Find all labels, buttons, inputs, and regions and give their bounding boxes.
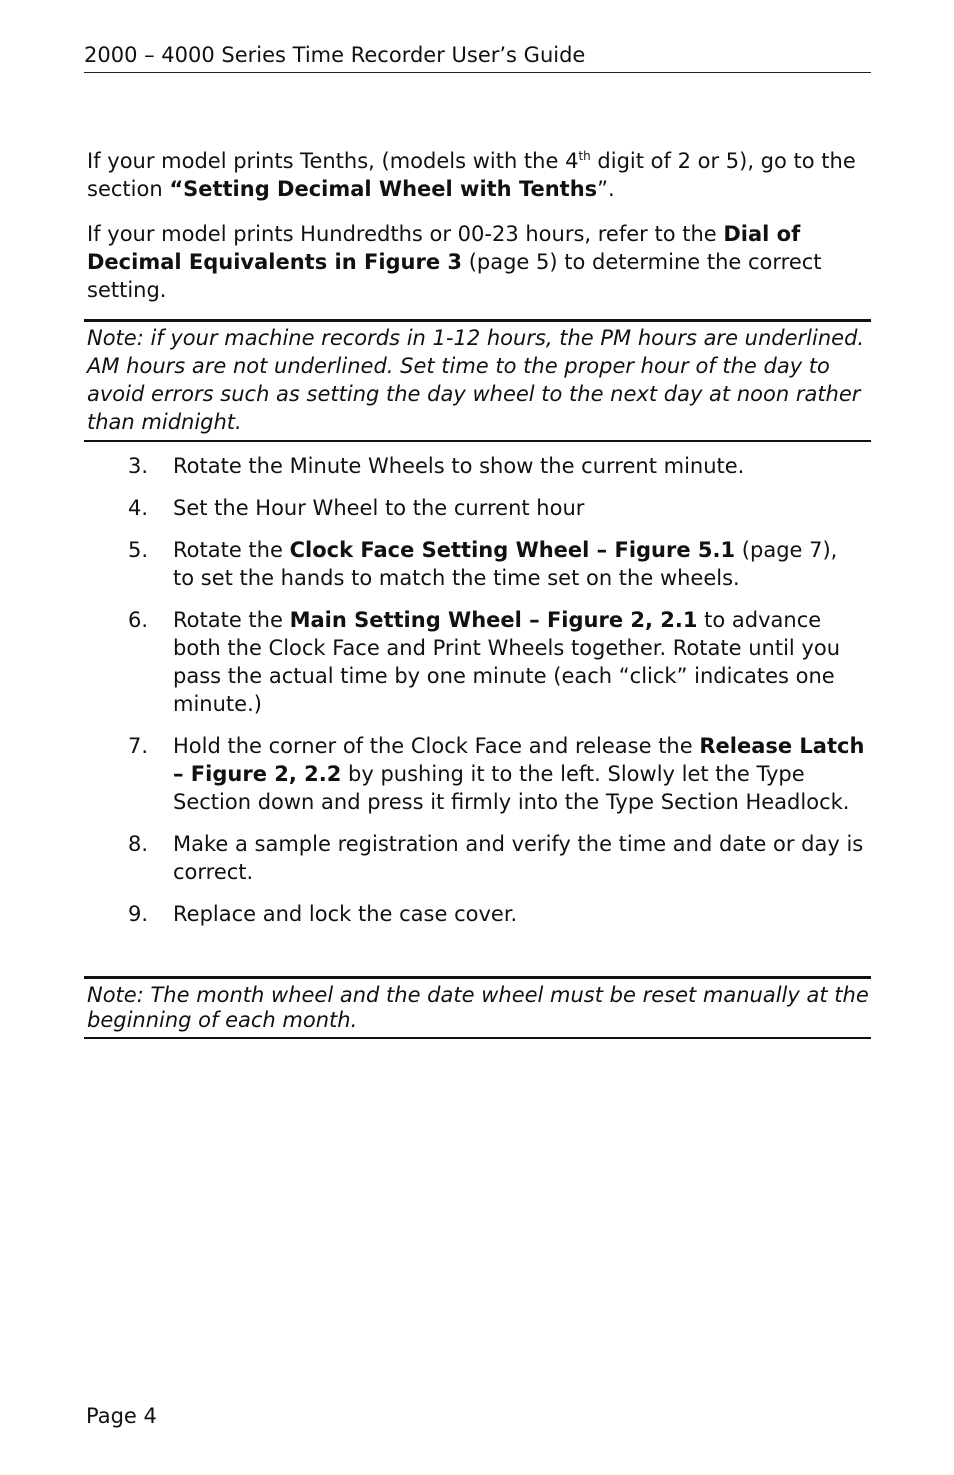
text-run: Rotate the — [173, 538, 290, 562]
step-number: 6. — [128, 608, 149, 632]
text-run: by pushing it to the left. Slowly let the Type Section down and press it firmly into the Type Section Headlock. — [173, 762, 850, 814]
step-text — [173, 900, 865, 928]
running-header: 2000 – 4000 Series Time Recorder User’s Guide — [84, 40, 871, 73]
text-run: Rotate the Minute Wheels to show the current minute. — [173, 454, 745, 478]
paragraph-hundredths — [87, 220, 867, 304]
text-run: Rotate the — [173, 608, 290, 632]
paragraph-tenths — [87, 147, 867, 203]
text-run: Hold the corner of the Clock Face and release the — [173, 734, 700, 758]
step-text — [173, 494, 865, 522]
section-reference: “Setting Decimal Wheel with Tenths — [169, 177, 598, 201]
figure-reference: Release Latch – Figure 2, 2.2 — [173, 734, 865, 786]
text-run: If your model prints Tenths, (models with the 4 — [87, 149, 579, 173]
step-number: 7. — [128, 734, 149, 758]
step-item — [0, 830, 954, 886]
step-number: 4. — [128, 496, 149, 520]
step-number: 5. — [128, 538, 149, 562]
text-run: Make a sample registration and verify the time and date or day is correct. — [173, 832, 864, 884]
step-text — [173, 452, 865, 480]
note-pm-hours: Note: if your machine records in 1-12 hours, the PM hours are underlined. AM hours are not underlined. Set time to the proper hour of the day to avoid errors such as setting the day wheel to the next day at noon rather than midnight. — [84, 319, 871, 442]
text-run: If your model prints Hundredths or 00-23 hours, refer to the — [87, 222, 724, 246]
step-text — [173, 732, 865, 816]
step-item — [0, 732, 954, 816]
step-text — [173, 830, 865, 886]
step-item — [0, 452, 954, 480]
step-text — [173, 606, 865, 718]
step-text — [173, 536, 865, 592]
step-number: 9. — [128, 902, 149, 926]
text-run: Replace and lock the case cover. — [173, 902, 518, 926]
page-number: Page 4 — [86, 1404, 157, 1428]
figure-reference: Dial of Decimal Equivalents in Figure 3 — [87, 222, 801, 274]
step-number: 3. — [128, 454, 149, 478]
figure-reference: Clock Face Setting Wheel – Figure 5.1 — [289, 538, 736, 562]
text-run: ”. — [597, 177, 615, 201]
step-item — [0, 536, 954, 592]
step-item — [0, 900, 954, 928]
figure-reference: Main Setting Wheel – Figure 2, 2.1 — [289, 608, 698, 632]
text-run: (page 5) to determine the correct setting. — [87, 250, 822, 302]
step-item — [0, 494, 954, 522]
step-number: 8. — [128, 832, 149, 856]
text-run: to advance both the Clock Face and Print Wheels together. Rotate until you pass the actual time by one minute (each “click” indicates one minute.) — [173, 608, 841, 716]
step-item — [0, 606, 954, 718]
superscript: th — [578, 149, 591, 163]
text-run: (page 7), to set the hands to match the time set on the wheels. — [173, 538, 838, 590]
text-run: Set the Hour Wheel to the current hour — [173, 496, 585, 520]
step-list — [0, 452, 954, 942]
text-run: digit of 2 or 5), go to the section — [87, 149, 856, 201]
note-month-reset: Note: The month wheel and the date wheel must be reset manually at the beginning of each month. — [84, 976, 871, 1039]
